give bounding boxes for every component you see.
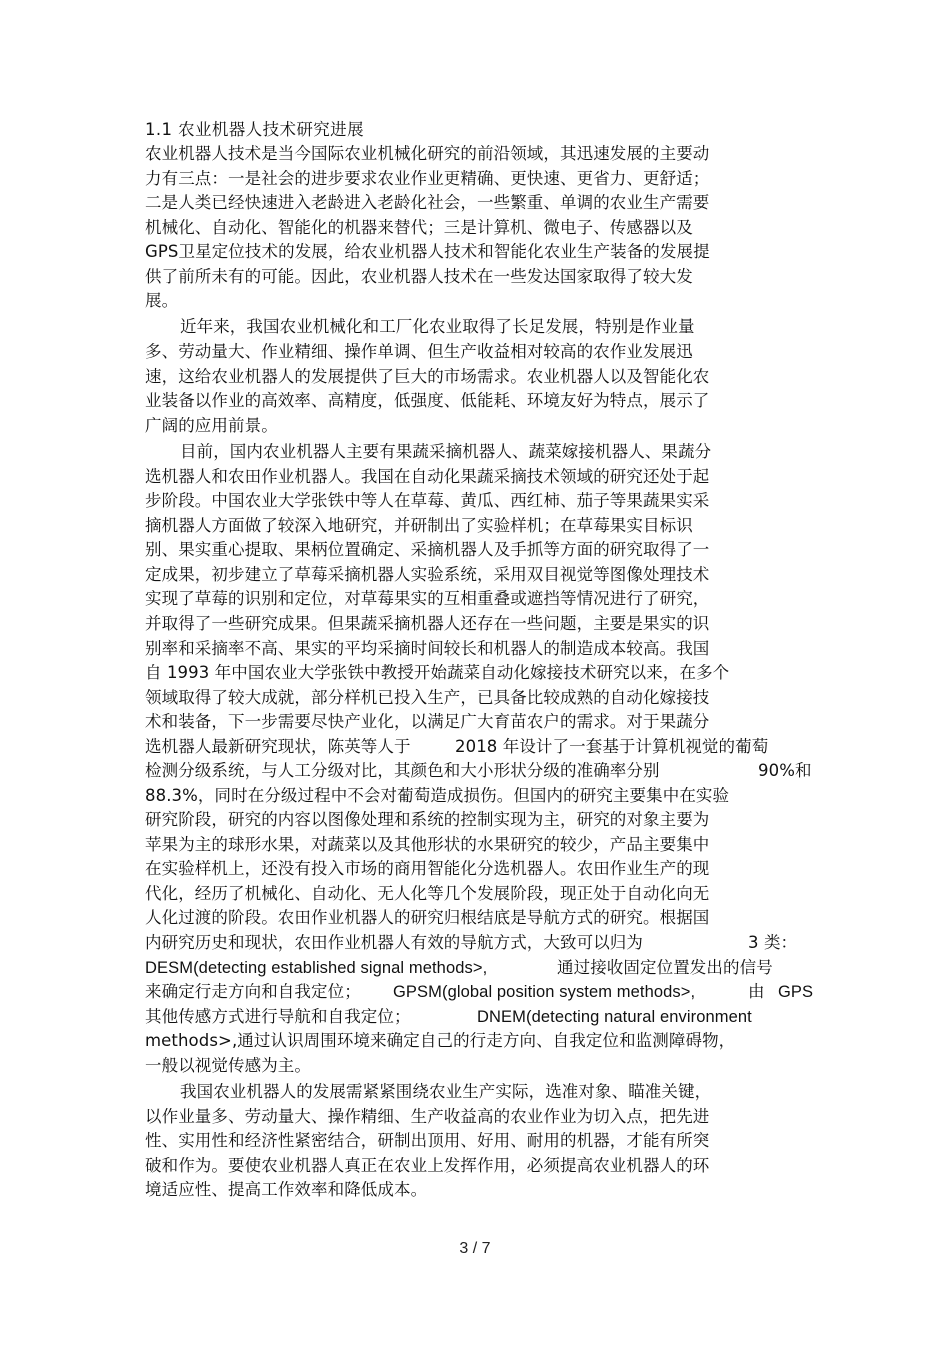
text-segment: 内研究历史和现状，农田作业机器人有效的导航方式，大致可以归为 [145,933,643,952]
body-line: 88.3%，同时在分级过程中不会对葡萄造成损伤。但国内的研究主要集中在实验 [145,786,730,805]
text-segment: 由 [748,982,765,1001]
body-line: 以作业量多、劳动量大、操作精细、生产收益高的农业作业为切入点，把先进 [145,1107,710,1126]
body-line: 展。 [145,291,179,310]
body-line: 摘机器人方面做了较深入地研究，并研制出了实验样机；在草莓果实目标识 [145,516,693,535]
body-line: 步阶段。中国农业大学张铁中等人在草莓、黄瓜、西红柿、茄子等果蔬果实采 [145,491,710,510]
text-segment: 检测分级系统，与人工分级对比，其颜色和大小形状分级的准确率分别 [145,761,660,780]
body-line: 一般以视觉传感为主。 [145,1056,311,1075]
body-line [145,932,805,956]
body-line: 在实验样机上，还没有投入市场的商用智能化分选机器人。农田作业生产的现 [145,859,710,878]
body-line: 广阔的应用前景。 [145,416,278,435]
body-line: 自 1993 年中国农业大学张铁中教授开始蔬菜自动化嫁接技术研究以来，在多个 [145,663,730,682]
text-segment: DESM(detecting established signal methods>, [145,959,488,977]
body-line: 别、果实重心提取、果柄位置确定、采摘机器人及手抓等方面的研究取得了一 [145,540,710,559]
body-line: 领域取得了较大成就，部分样机已投入生产，已具备比较成熟的自动化嫁接技 [145,688,710,707]
body-line [145,981,825,1005]
body-line: 力有三点：一是社会的进步要求农业作业更精确、更快速、更省力、更舒适； [145,169,710,188]
text-segment: 通过接收固定位置发出的信号 [557,958,773,977]
section-heading: 1.1 农业机器人技术研究进展 [145,120,364,139]
body-line: 别率和采摘率不高、果实的平均采摘时间较长和机器人的制造成本较高。我国 [145,639,710,658]
text-segment: 其他传感方式进行导航和自我定位； [145,1007,411,1026]
text-segment: 来确定行走方向和自我定位； [145,982,361,1001]
body-line [145,736,805,760]
text-segment: 选机器人最新研究现状，陈英等人于 [145,737,411,756]
body-line: 术和装备，下一步需要尽快产业化，以满足广大育苗农户的需求。对于果蔬分 [145,712,710,731]
body-line: 多、劳动量大、作业精细、操作单调、但生产收益相对较高的农作业发展迅 [145,342,693,361]
body-line: 破和作为。要使农业机器人真正在农业上发挥作用，必须提高农业机器人的环 [145,1156,710,1175]
body-line: 近年来，我国农业机械化和工厂化农业取得了长足发展，特别是作业量 [180,317,695,336]
text-segment: 3 类： [748,933,798,952]
body-line: 速，这给农业机器人的发展提供了巨大的市场需求。农业机器人以及智能化农 [145,367,710,386]
body-line [145,1006,825,1030]
body-line: 农业机器人技术是当今国际农业机械化研究的前沿领域，其迅速发展的主要动 [145,144,710,163]
body-line: 性、实用性和经济性紧密结合，研制出顶用、好用、耐用的机器，才能有所突 [145,1131,710,1150]
text-segment: 2018 年设计了一套基于计算机视觉的葡萄 [455,737,769,756]
body-line: 苹果为主的球形水果，对蔬菜以及其他形状的水果研究的较少，产品主要集中 [145,835,710,854]
body-line: 定成果，初步建立了草莓采摘机器人实验系统，采用双目视觉等图像处理技术 [145,565,710,584]
body-line: methods>,通过认识周围环境来确定自己的行走方向、自我定位和监测障碍物， [145,1031,736,1050]
body-line: 人化过渡的阶段。农田作业机器人的研究归根结底是导航方式的研究。根据国 [145,908,710,927]
body-line: 选机器人和农田作业机器人。我国在自动化果蔬采摘技术领域的研究还处于起 [145,467,710,486]
text-segment: GPSM(global position system methods>, [393,983,696,1001]
body-line [145,760,812,784]
body-line: 目前，国内农业机器人主要有果蔬采摘机器人、蔬菜嫁接机器人、果蔬分 [180,442,712,461]
body-line: 供了前所未有的可能。因此，农业机器人技术在一些发达国家取得了较大发 [145,267,693,286]
body-line: 二是人类已经快速进入老龄进入老龄化社会，一些繁重、单调的农业生产需要 [145,193,710,212]
body-line: 并取得了一些研究成果。但果蔬采摘机器人还存在一些问题，主要是果实的识 [145,614,710,633]
body-line: 业装备以作业的高效率、高精度，低强度、低能耗、环境友好为特点，展示了 [145,391,710,410]
body-line: 机械化、自动化、智能化的机器来替代；三是计算机、微电子、传感器以及 [145,218,693,237]
text-segment: GPS [778,983,814,1001]
body-line: 实现了草莓的识别和定位，对草莓果实的互相重叠或遮挡等情况进行了研究， [145,589,710,608]
body-line: 研究阶段，研究的内容以图像处理和系统的控制实现为主，研究的对象主要为 [145,810,710,829]
text-segment: 90%和 [758,761,812,780]
body-line [145,957,805,981]
page-number: 3 / 7 [459,1240,491,1257]
body-line: 代化，经历了机械化、自动化、无人化等几个发展阶段，现正处于自动化向无 [145,884,710,903]
body-line: 我国农业机器人的发展需紧紧围绕农业生产实际，选准对象、瞄准关键， [180,1082,712,1101]
body-line: 境适应性、提高工作效率和降低成本。 [145,1180,428,1199]
text-segment: DNEM(detecting natural environment [477,1008,752,1026]
body-line: GPS卫星定位技术的发展，给农业机器人技术和智能化农业生产装备的发展提 [145,242,710,261]
